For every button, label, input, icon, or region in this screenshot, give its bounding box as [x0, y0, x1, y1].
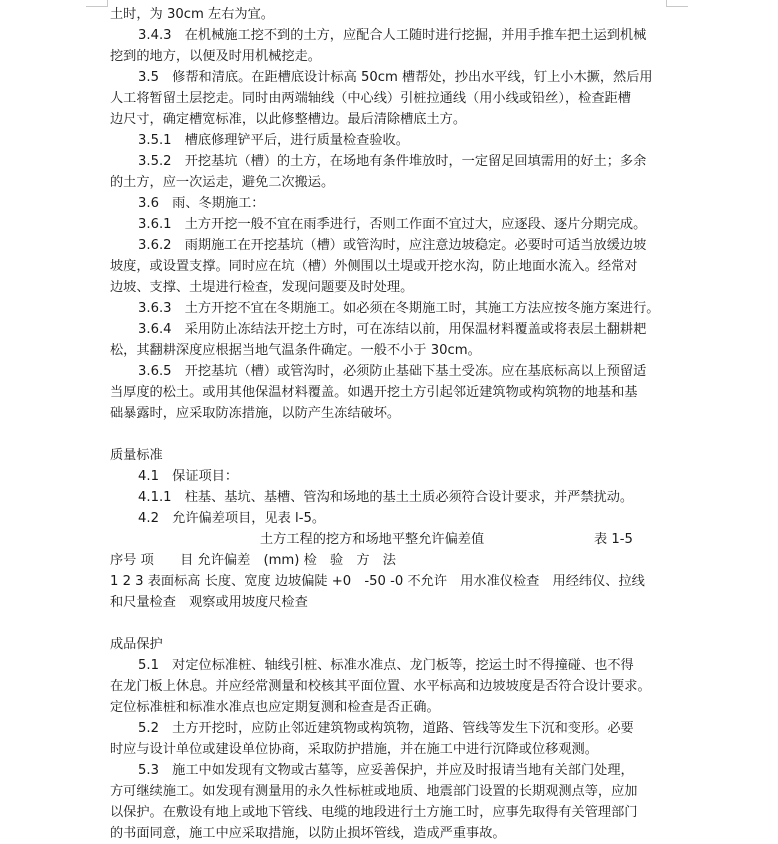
table-caption [110, 529, 666, 550]
text-line: 方可继续施工。如发现有测量用的永久性标桩或地质、地震部门设置的长期观测点等，应加 [110, 784, 638, 799]
text-line: 3.5 修帮和清底。在距槽底设计标高 50cm 槽帮处，抄出水平线，钉上小木撅，然后用 [138, 70, 653, 85]
blank-line [110, 613, 666, 634]
text-line: 坡度，或设置支撑。同时应在坑（槽）外侧围以土堤或开挖水沟，防止地面水流入。经常对 [110, 259, 638, 274]
text-line: 3.5.2 开挖基坑（槽）的土方，在场地有条件堆放时，一定留足回填需用的好土；多余 [138, 154, 647, 169]
text-line: 3.6.3 土方开挖不宜在冬期施工。如必须在冬期施工时，其施工方法应按冬施方案进行。 [138, 301, 660, 316]
text-line: 3.4.3 在机械施工挖不到的土方，应配合人工随时进行挖掘，并用手推车把土运到机械 [138, 28, 647, 43]
text-line: 1 2 3 表面标高 长度、宽度 边坡偏陡 +0 -50 -0 不允许 用水准仪检查 用经纬仪、拉线 [110, 574, 645, 589]
text-line: 础暴露时，应采取防冻措施，以防产生冻结破坏。 [110, 406, 401, 421]
text-line: 4.1 保证项目： [138, 469, 239, 484]
text-line: 3.6.5 开挖基坑（槽）或管沟时，必须防止基础下基土受冻。应在基底标高以上预留适 [138, 364, 647, 379]
page-corner-mark-left [86, 6, 108, 7]
text-line: 5.1 对定位标准桩、轴线引桩、标准水准点、龙门板等，挖运土时不得撞碰、也不得 [138, 658, 634, 673]
text-line: 以保护。在敷设有地上或地下管线、电缆的地段进行土方施工时，应事先取得有关管理部门 [110, 805, 638, 820]
text-line: 5.3 施工中如发现有文物或古墓等，应妥善保护，并应及时报请当地有关部门处理， [138, 763, 634, 778]
text-line: 土时，为 30cm 左右为宜。 [110, 7, 274, 22]
document-body [110, 4, 666, 844]
text-line: 定位标准桩和标准水准点也应定期复测和检查是否正确。 [110, 700, 440, 715]
text-line: 的书面同意，施工中应采取措施，以防止损坏管线，造成严重事故。 [110, 826, 506, 841]
text-line: 4.1.1 柱基、基坑、基槽、管沟和场地的基土土质必须符合设计要求，并严禁扰动。 [138, 490, 634, 505]
text-line: 序号 项 目 允许偏差 (mm) 检 验 方 法 [110, 553, 396, 568]
text-line: 3.6 雨、冬期施工： [138, 196, 265, 211]
text-line: 3.6.1 土方开挖一般不宜在雨季进行，否则工作面不宜过大，应逐段、逐片分期完成。 [138, 217, 647, 232]
text-line: 3.6.4 采用防止冻结法开挖土方时，可在冻结以前，用保温材料覆盖或将表层土翻耕耙 [138, 322, 647, 337]
text-line: 边坡、支撑、土堤进行检查，发现问题要及时处理。 [110, 280, 414, 295]
text-line: 时应与设计单位或建设单位协商，采取防护措施，并在施工中进行沉降或位移观测。 [110, 742, 598, 757]
blank-line [110, 424, 666, 445]
text-line: 3.5.1 槽底修理铲平后，进行质量检查验收。 [138, 133, 409, 148]
page-corner-mark-right [666, 6, 688, 7]
text-line: 4.2 允许偏差项目，见表 l-5。 [138, 511, 326, 526]
text-line: 人工将暂留土层挖走。同时由两端轴线（中心线）引桩拉通线（用小线或铅丝），检查距槽 [110, 91, 631, 106]
text-line: 在龙门板上休息。并应经常测量和校核其平面位置、水平标高和边坡坡度是否符合设计要求。 [110, 679, 651, 694]
text-line: 和尺量检查 观察或用坡度尺检查 [110, 595, 308, 610]
text-line: 当厚度的松土。或用其他保温材料覆盖。如遇开挖土方引起邻近建筑物或构筑物的地基和基 [110, 385, 638, 400]
text-line: 成品保护 [110, 637, 163, 652]
table-title: 土方工程的挖方和场地平整允许偏差值 [260, 532, 485, 547]
text-line: 的土方，应一次运走，避免二次搬运。 [110, 175, 335, 190]
text-line: 边尺寸，确定槽宽标准，以此修整槽边。最后清除槽底土方。 [110, 112, 467, 127]
table-number: 表 1-5 [594, 532, 633, 547]
text-line: 3.6.2 雨期施工在开挖基坑（槽）或管沟时，应注意边坡稳定。必要时可适当放缓边坡 [138, 238, 647, 253]
text-line: 质量标准 [110, 448, 163, 463]
text-line: 5.2 土方开挖时，应防止邻近建筑物或构筑物，道路、管线等发生下沉和变形。必要 [138, 721, 634, 736]
text-line: 挖到的地方，以便及时用机械挖走。 [110, 49, 321, 64]
text-line: 松，其翻耕深度应根据当地气温条件确定。一般不小于 30cm。 [110, 343, 481, 358]
